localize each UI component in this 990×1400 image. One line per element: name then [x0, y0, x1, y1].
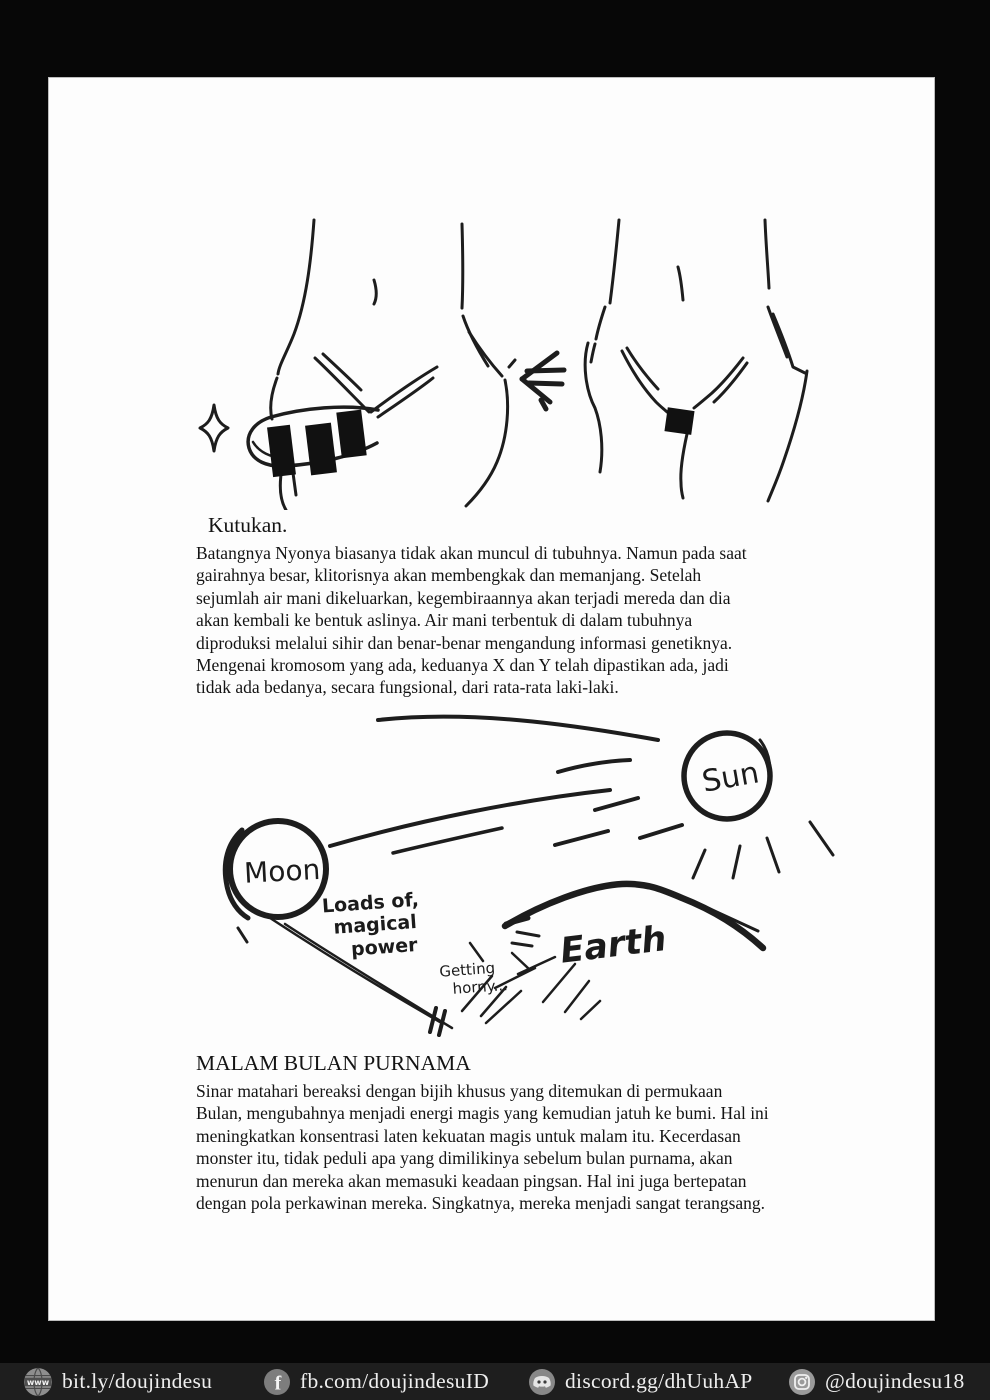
- mid-illustration: [190, 710, 840, 1055]
- body-text-line: meningkatkan konsentrasi laten kekuatan magis untuk malam itu. Kecerdasan: [196, 1125, 741, 1146]
- left-arrow-icon: [522, 353, 564, 409]
- svg-text:magical: magical: [332, 910, 418, 939]
- body-text-line: gairahnya besar, klitorisnya akan membengkak dan memanjang. Setelah: [196, 565, 702, 586]
- section-heading: MALAM BULAN PURNAMA: [196, 1051, 471, 1075]
- moon-label: Moon: [243, 852, 322, 890]
- footer-link-label: discord.gg/dhUuhAP: [565, 1369, 753, 1393]
- body-text-line: monster itu, tidak peduli apa yang dimilikinya sebelum bulan purnama, akan: [196, 1148, 733, 1169]
- footer-link-bar: [0, 1363, 990, 1400]
- svg-text:horny...: horny...: [451, 976, 509, 998]
- body-text-line: dengan pola perkawinan mereka. Singkatnya, mereka menjadi sangat terangsang.: [196, 1193, 766, 1214]
- footer-link-label: fb.com/doujindesuID: [300, 1369, 490, 1393]
- right-hip-figure: [585, 220, 807, 501]
- svg-text:Loads of,: Loads of,: [321, 888, 420, 918]
- svg-text:Getting: Getting: [438, 958, 496, 981]
- section-malam-bulan-purnama: [196, 1050, 769, 1214]
- body-text-line: diproduksi melalui sihir dan benar-benar mengandung informasi genetiknya.: [196, 632, 733, 653]
- body-text-line: tidak ada bedanya, secara fungsional, dari rata-rata laki-laki.: [196, 677, 619, 698]
- body-text-line: Batangnya Nyonya biasanya tidak akan muncul di tubuhnya. Namun pada saat: [196, 543, 747, 563]
- footer-link-discord[interactable]: [528, 1363, 753, 1400]
- svg-text:power: power: [350, 933, 419, 961]
- discord-icon: [528, 1368, 556, 1396]
- censor-square: [664, 407, 694, 435]
- sun-label: Sun: [699, 755, 762, 800]
- footer-link-label: @doujindesu18: [825, 1369, 965, 1393]
- section-heading: Kutukan.: [208, 513, 288, 537]
- sun-rays: [330, 717, 833, 878]
- footer-link-label: bit.ly/doujindesu: [62, 1369, 213, 1393]
- censor-bars: [267, 410, 367, 478]
- footer-link-facebook[interactable]: [263, 1363, 489, 1400]
- body-text-line: menurun dan mereka akan memasuki keadaan pingsan. Hal ini juga bertepatan: [196, 1170, 747, 1191]
- footer-link-bitly[interactable]: [23, 1363, 212, 1400]
- body-text-line: Bulan, mengubahnya menjadi energi magis yang kemudian jatuh ke bumi. Hal ini: [196, 1103, 769, 1124]
- footer-link-instagram[interactable]: [788, 1363, 965, 1400]
- svg-text:www: www: [26, 1377, 50, 1387]
- top-illustration: [175, 210, 835, 510]
- globe-www-icon: [23, 1367, 53, 1397]
- body-text-line: sejumlah air mani dikeluarkan, kegembiraannya akan terjadi mereda dan dia: [196, 587, 731, 608]
- section-kutukan: [196, 512, 747, 699]
- facebook-icon: [263, 1368, 291, 1396]
- getting-horny-label: [439, 958, 508, 999]
- body-text-line: Mengenai kromosom yang ada, keduanya X dan Y telah dipastikan ada, jadi: [196, 655, 729, 676]
- svg-text:f: f: [274, 1372, 282, 1394]
- body-text-line: Sinar matahari bereaksi dengan bijih khusus yang ditemukan di permukaan: [196, 1081, 723, 1101]
- earth-label: Earth: [558, 919, 669, 972]
- doujin-page: [49, 78, 934, 1320]
- instagram-icon: [788, 1368, 816, 1396]
- sparkle-icon: [200, 405, 228, 451]
- loads-of-magical-power-label: [321, 889, 422, 963]
- body-text-line: akan kembali ke bentuk aslinya. Air mani terbentuk di dalam tubuhnya: [196, 610, 693, 631]
